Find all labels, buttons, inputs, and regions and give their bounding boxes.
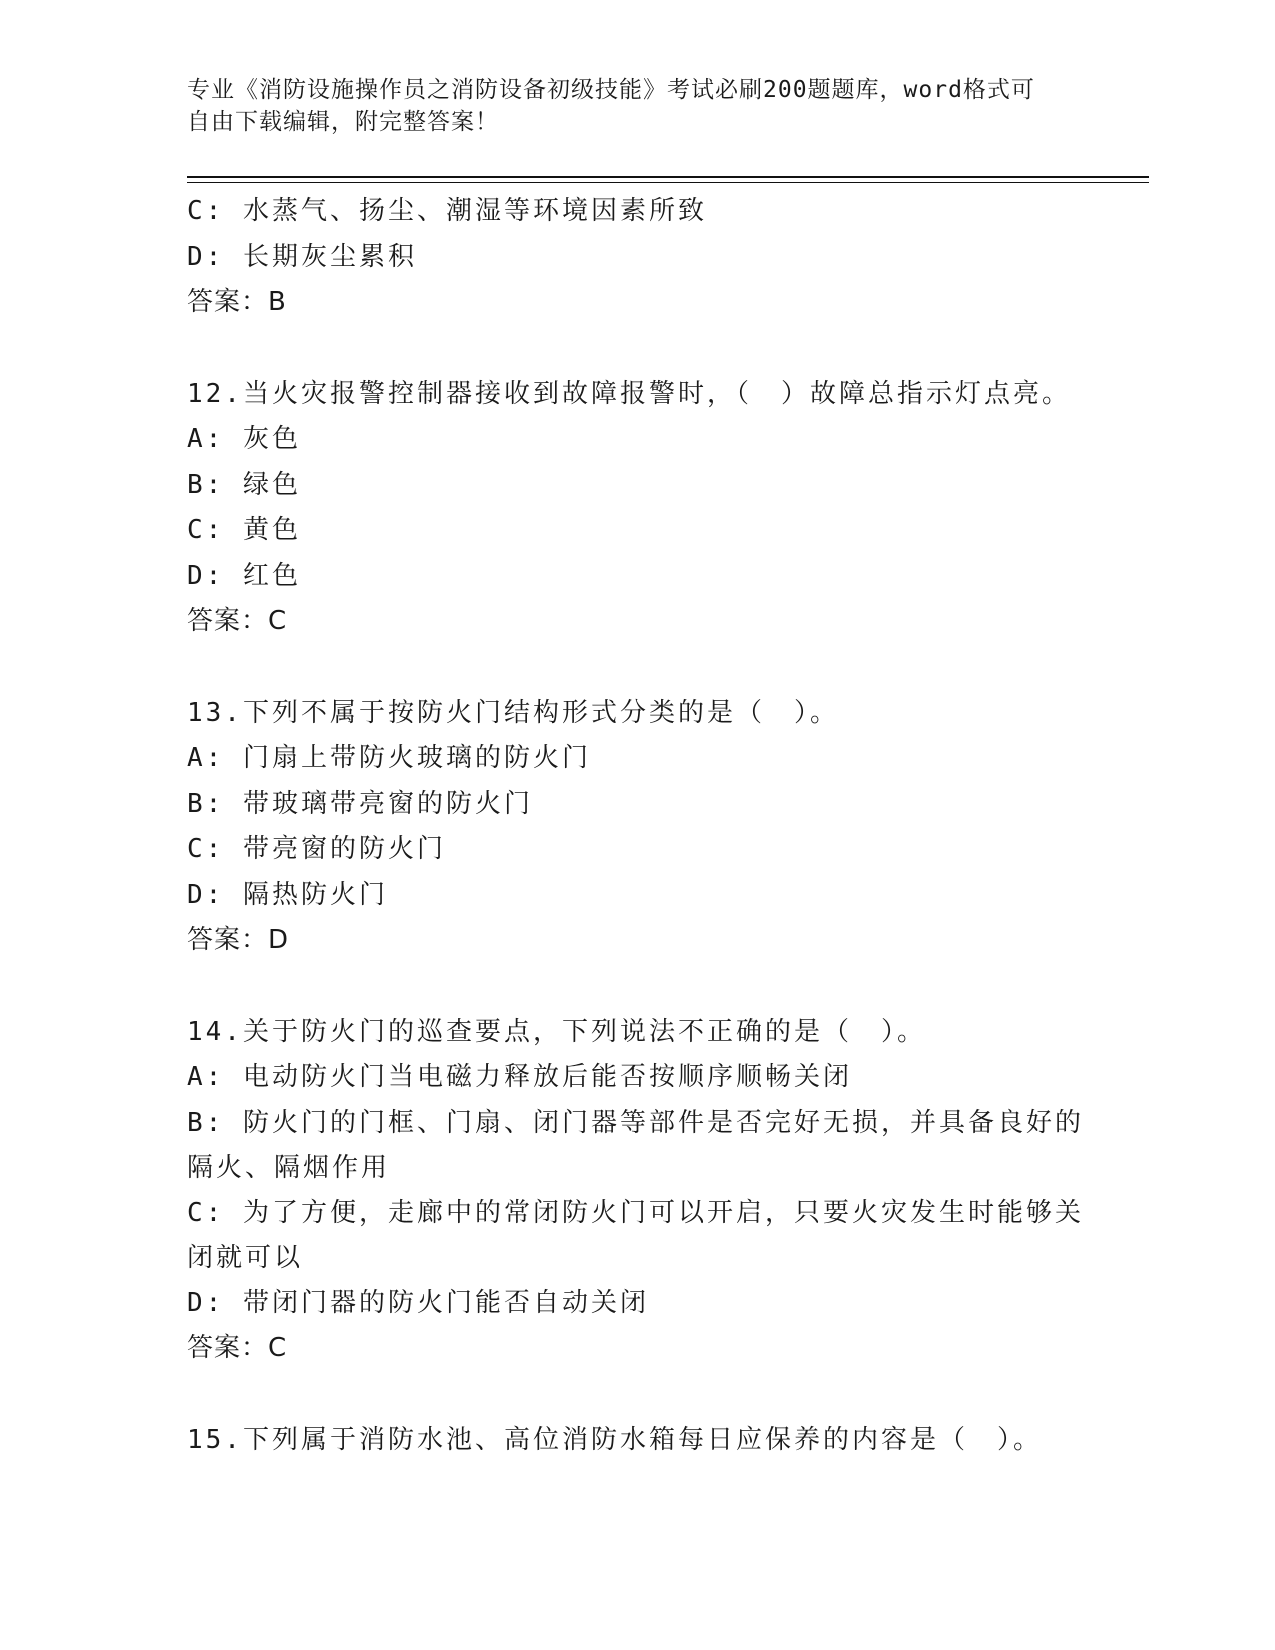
- question-15: [187, 1418, 1087, 1464]
- option-a: A: 门扇上带防火玻璃的防火门: [187, 743, 591, 773]
- answer-label: 答案：B: [187, 287, 287, 317]
- option-b: B: 带玻璃带亮窗的防火门: [187, 788, 533, 819]
- option-c: C: 带亮窗的防火门: [187, 834, 446, 864]
- option-b-line-2: 隔火、隔烟作用: [187, 1152, 391, 1183]
- header-divider-thick: [187, 176, 1149, 178]
- spacer: [187, 645, 1087, 691]
- answer-label: 答案：C: [187, 1333, 288, 1363]
- page-header: [187, 74, 1087, 138]
- spacer: [187, 964, 1087, 1010]
- option-d: D: 隔热防火门: [187, 879, 388, 910]
- question-text: 14.关于防火门的巡查要点，下列说法不正确的是（ ）。: [187, 1016, 926, 1047]
- question-14: [187, 1010, 1087, 1372]
- header-title-line-1: 专业《消防设施操作员之消防设备初级技能》考试必刷200题题库，word格式可: [187, 77, 1035, 103]
- question-text: 15.下列属于消防水池、高位消防水箱每日应保养的内容是（ ）。: [187, 1424, 1042, 1455]
- option-c-line-1: C: 为了方便，走廊中的常闭防火门可以开启，只要火灾发生时能够关: [187, 1197, 1084, 1228]
- option-b: B: 绿色: [187, 469, 301, 500]
- option-c: C: 水蒸气、扬尘、潮湿等环境因素所致: [187, 196, 707, 226]
- answer-label: 答案：C: [187, 606, 288, 636]
- spacer: [187, 1372, 1087, 1418]
- option-a: A: 电动防火门当电磁力释放后能否按顺序顺畅关闭: [187, 1062, 852, 1092]
- option-b-line-1: B: 防火门的门框、门扇、闭门器等部件是否完好无损，并具备良好的: [187, 1107, 1084, 1138]
- question-text: 13.下列不属于按防火门结构形式分类的是（ ）。: [187, 697, 839, 728]
- answer-label: 答案：D: [187, 925, 290, 955]
- header-divider-thin: [187, 182, 1149, 183]
- question-12: [187, 372, 1087, 645]
- option-d: D: 带闭门器的防火门能否自动关闭: [187, 1287, 649, 1318]
- option-d: D: 红色: [187, 560, 301, 591]
- option-a: A: 灰色: [187, 424, 301, 454]
- question-11-continued: [187, 189, 1087, 326]
- option-c-line-2: 闭就可以: [187, 1242, 304, 1273]
- option-c: C: 黄色: [187, 515, 301, 545]
- question-text: 12.当火灾报警控制器接收到故障报警时，（ ）故障总指示灯点亮。: [187, 378, 1071, 409]
- option-d: D: 长期灰尘累积: [187, 241, 417, 272]
- spacer: [187, 326, 1087, 372]
- header-title-line-2: 自由下载编辑，附完整答案！: [187, 109, 499, 135]
- question-list: [187, 189, 1087, 1463]
- question-13: [187, 691, 1087, 964]
